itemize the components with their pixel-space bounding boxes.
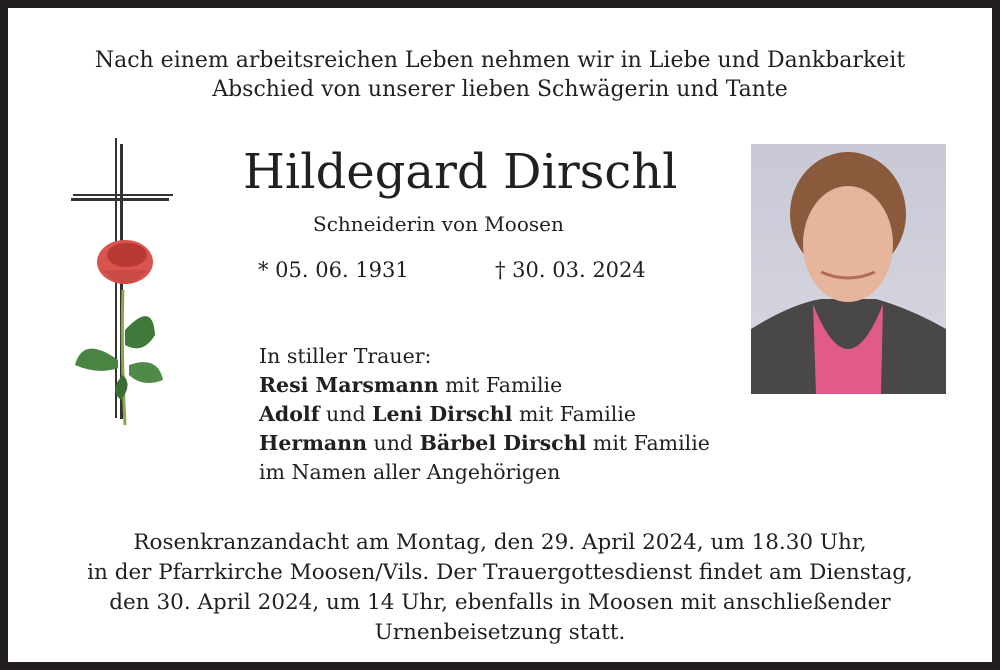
mourner-name: Hermann [259, 431, 367, 455]
service-line: den 30. April 2024, um 14 Uhr, ebenfalls in Moosen mit anschließender [109, 590, 891, 615]
portrait-photo [751, 144, 946, 394]
mourner-suffix: mit Familie [512, 402, 637, 426]
mourner-name: Adolf [259, 402, 320, 426]
mourner-line [259, 371, 710, 400]
birth-date: * 05. 06. 1931 [258, 258, 409, 282]
mourners-heading: In stiller Trauer: [259, 344, 432, 368]
death-date: † 30. 03. 2024 [495, 258, 646, 282]
service-info [8, 528, 992, 648]
intro-line: Nach einem arbeitsreichen Leben nehmen wir in Liebe und Dankbarkeit [94, 48, 906, 73]
obituary-notice [8, 8, 992, 662]
mourners-list [259, 342, 710, 487]
intro-text [8, 46, 992, 104]
mourner-name: Leni Dirschl [372, 402, 513, 426]
deceased-name: Hildegard Dirschl [243, 144, 678, 200]
service-line: Rosenkranzandacht am Montag, den 29. April 2024, um 18.30 Uhr, [133, 530, 867, 555]
service-line: in der Pfarrkirche Moosen/Vils. Der Trauergottesdienst findet am Dienstag, [87, 560, 913, 585]
mourner-line [259, 429, 710, 458]
mourner-suffix: mit Familie [438, 373, 563, 397]
intro-line: Abschied von unserer lieben Schwägerin und Tante [212, 77, 788, 102]
mourners-closing: im Namen aller Angehörigen [259, 460, 561, 484]
mourner-name: Resi Marsmann [259, 373, 439, 397]
mourner-suffix: mit Familie [586, 431, 710, 455]
conjunction: und [319, 402, 373, 426]
mourner-name: Bärbel Dirschl [419, 431, 587, 455]
deceased-occupation: Schneiderin von Moosen [313, 212, 564, 236]
mourner-line [259, 400, 710, 429]
cross-rose-icon [63, 130, 173, 430]
service-line: Urnenbeisetzung statt. [374, 620, 626, 645]
conjunction: und [367, 431, 420, 455]
